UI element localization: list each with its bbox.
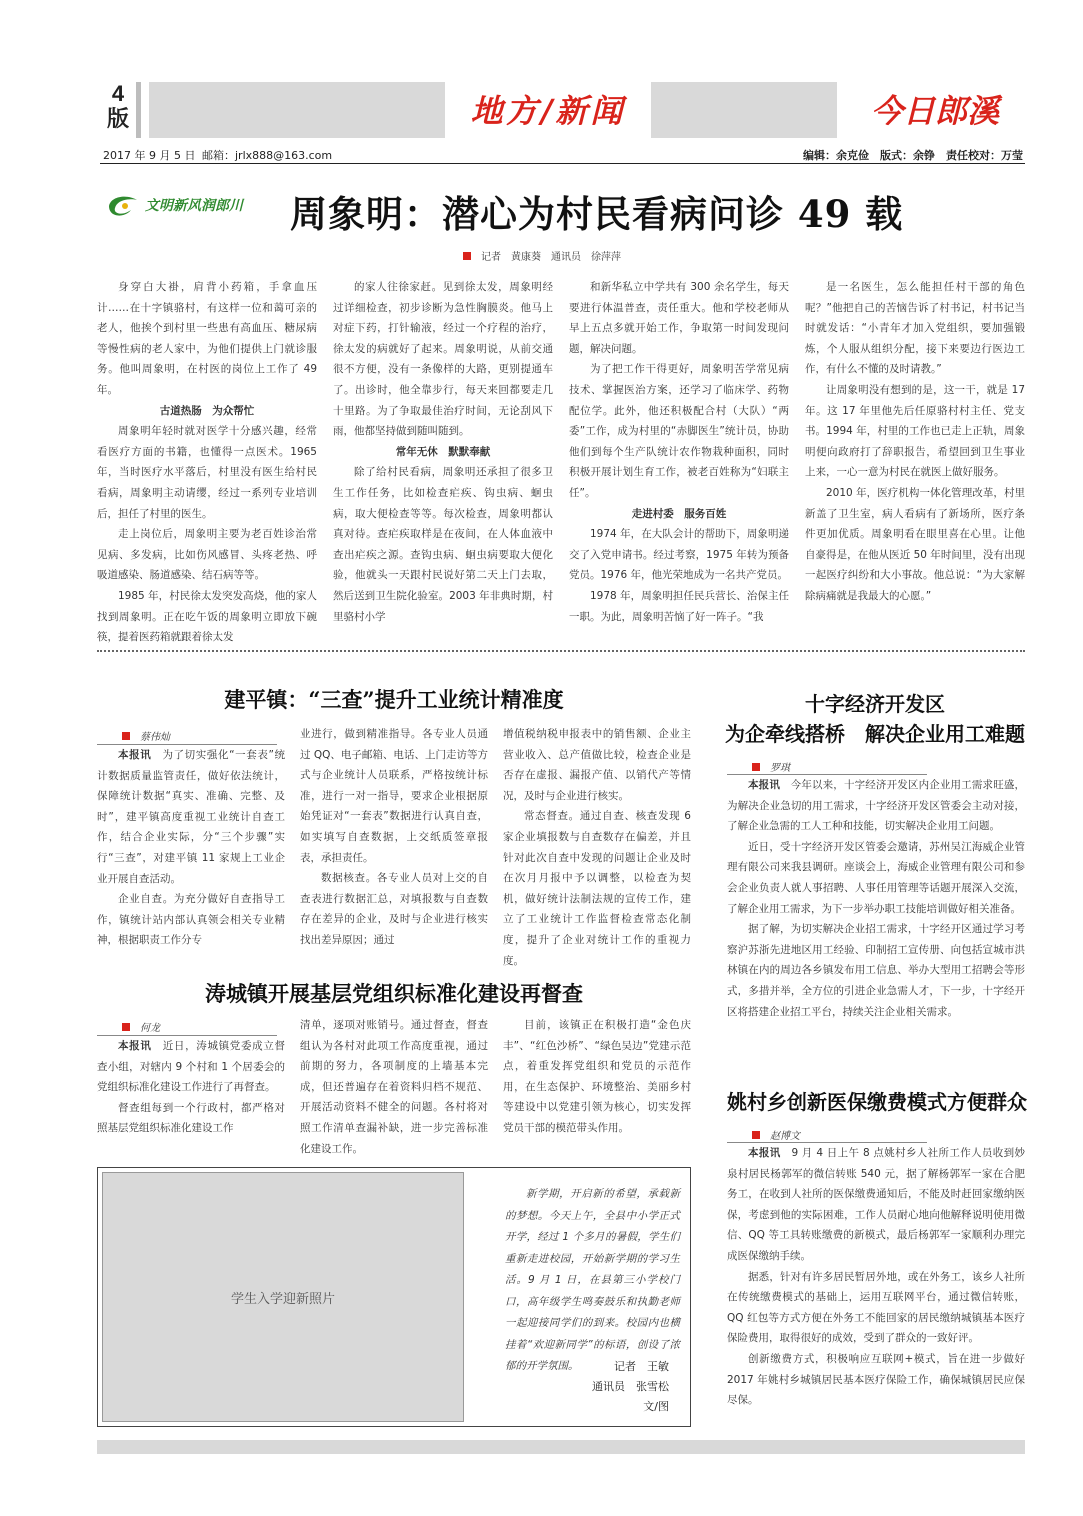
header-banner-left — [149, 82, 445, 138]
taocheng-col-3: 目前，该镇正在积极打造“金色庆丰”、“红色沙桥”、“绿色吴边”党建示范点，着重发挥党组织和党员的示范作用，在生态保护、环境整治、美丽乡村等建设中以党建引领为核心，切实发挥党员干部的模范带头作用。 — [503, 1019, 691, 1134]
taocheng-headline: 涛城镇开展基层党组织标准化建设再督查 — [205, 981, 583, 1006]
yaocun-byline: 赵博文 — [752, 1127, 800, 1142]
page-number: 4 版 — [106, 81, 129, 132]
jianping-col-3: 增值税纳税申报表中的销售额、企业主营业收入、总产值做比较，检查企业是否存在虚报、漏报产值、以销代产等情况，及时与企业进行核实。 常态督查。通过自查、核查发现 6 家企业填报数与自查数存在偏差，并且针对此次自查中发现的问题让企业及时在次月月报中予以调整，以检查为契机，做好统计法制法规的宣传工作，建立了工业统计工作监督检查常态化制度，提升了企业对统计工作的重视力度。 — [503, 728, 691, 967]
header-rule — [100, 163, 1025, 164]
civilization-wind-logo-icon — [105, 192, 141, 218]
shizi-body: 本报讯 今年以来，十字经济开发区内企业用工需求旺盛，为解决企业急切的用工需求，十字经济开发区管委会主动对接，了解企业急需的工人工种和技能，切实解决企业用工问题。 近日，受十字经济开发区管委会邀请，苏州吴江海威企业管理有限公司来我县调研。座谈会上，海威企业管理有限公司和参会企业负责人就人事招聘、人事任用管理等话题开展深入交流，了解企业用工需求，为下一步举办职工技能培训做好相关准备。 据了解，为切实解决企业招工需求，十字经开区通过学习考察沪苏浙先进地区用工经验、印制招工宣传册、向包括宣城市洪林镇在内的周边各乡镇发布用工信息、举办大型用工招聘会等形式，多措并举，全方位的引进企业急需人才，下一步，十字经开区将搭建企业招工平台，持续关注企业相关需求。 — [727, 779, 1026, 1018]
lead-col-4: 是一名医生，怎么能担任村干部的角色呢？”他把自己的苦恼告诉了村书记，村书记当时就发话：“小青年才加入党组织，要加强锻炼，个人服从组织分配，接下来要边行医边工作，有什么不懂的及时请教。” 让周象明没有想到的是，这一干，就是 17 年。这 17 年里他先后任原骆村村主任、党支书。1994 年，村里的工作也已走上正轨，周象明便向政府打了辞职报告，希望回到卫生事业上来，一心一意为村民在就医上做好服务。 2010 年，医疗机构一体化管理改革，村里新盖了卫生室，病人看病有了新场所，医疗条件更加优质。周象明看在眼里喜在心里。让他自豪得是，在他从医近 50 年时间里，没有出现一起医疗纠纷和大小事故。他总说：“为大家解除病痛就是我最大的心愿。” — [805, 281, 1025, 602]
yaocun-headline: 姚村乡创新医保缴费模式方便群众 — [727, 1090, 1027, 1114]
column-logo-text: 文明新风润郎川 — [145, 198, 243, 214]
section-divider — [97, 650, 1025, 652]
lead-byline: 记者 黄康葵 通讯员 徐萍萍 — [463, 248, 621, 263]
header-banner-right — [651, 82, 837, 138]
jianping-byline: 蔡伟灿 — [122, 728, 170, 743]
taocheng-byline: 何龙 — [122, 1019, 160, 1034]
jianping-headline: 建平镇：“三查”提升工业统计精准度 — [224, 687, 564, 712]
jianping-col-1: 本报讯 为了切实强化“一套表”统计数据质量监管责任，做好依法统计，保障统计数据“真实、准确、完整、及时”，建平镇高度重视工业统计自查工作，结合企业实际，分“三个步骤”实行“三查”，对建平镇 11 家规上工业企业开展自查活动。 企业自查。为充分做好自查指导工作，镇统计站内部认真领会相关专业精神，根据职责工作分专 — [97, 749, 285, 947]
section-title: 地方/新闻 — [470, 92, 626, 130]
issue-date: 2017 年 9 月 5 日 — [103, 149, 196, 162]
bullet-square-icon — [752, 763, 760, 771]
masthead-logo: 今日郎溪 — [870, 92, 999, 130]
bullet-square-icon — [122, 732, 130, 740]
column-logo — [105, 192, 275, 218]
bullet-square-icon — [122, 1023, 130, 1031]
photo-credit-2: 通讯员 张雪松 — [592, 1380, 669, 1393]
lead-headline: 周象明：潜心为村民看病问诊 49 载 — [290, 192, 904, 236]
header-divider — [136, 82, 141, 138]
jianping-col-2: 业进行，做到精准指导。各专业人员通过 QQ、电子邮箱、电话、上门走访等方式与企业统计人员联系，严格按统计标准，进行一对一指导，要求企业根据原始凭证对“一套表”数据进行认真自查，如实填写自查数据，上交纸质签章报表，承担责任。 数据核查。各专业人员对上交的自查表进行数据汇总，对填报数与自查数存在差异的企业，及时与企业进行核实找出差异原因；通过 — [300, 728, 488, 946]
lead-col-1: 身穿白大褂，肩背小药箱，手拿血压计……在十字镇骆村，有这样一位和蔼可亲的老人，他挨个到村里一些患有高血压、糖尿病等慢性病的老人家中，为他们提供上门就诊服务。他叫周象明，在村医的岗位上工作了 49 年。 古道热肠 为众帮忙 周象明年轻时就对医学十分感兴趣，经常看医疗方面的书籍，也懂得一点医术。1965 年，当时医疗水平落后，村里没有医生给村民看病，周象明主动请缨，经过一系列专业培训后，担任了村里的医生。 走上岗位后，周象明主要为老百姓诊治常见病、多发病，比如伤风感冒、头疼老热、呼吸道感染、肠道感染、结石病等等。 1985 年，村民徐太发突发高烧，他的家人找到周象明。正在吃午饭的周象明立即放下碗筷，提着医药箱就跟着徐太发 — [97, 281, 317, 644]
footer-band — [97, 1440, 1025, 1454]
bullet-square-icon — [463, 252, 471, 260]
shizi-byline: 罗琪 — [752, 759, 790, 774]
lead-col-2: 的家人往徐家赶。见到徐太发，周象明经过详细检查，初步诊断为急性胸膜炎。他马上对症下药，打针输液，经过一个疗程的治疗，徐太发的病就好了起来。周象明说，从前交通很不方便，没有一条像样的大路，更别提通车了。出诊时，他全靠步行，每天来回都要走几十里路。为了争取最佳治疗时间，无论刮风下雨，他都坚持做到随叫随到。 常年无休 默默奉献 除了给村民看病，周象明还承担了很多卫生工作任务，比如检查疟疾、钩虫病、蛔虫病，取大便检查等等。每次检查，周象明都认真对待。查疟疾取样是在夜间，在人体血液中查出疟疾之源。查钩虫病、蛔虫病要取大便化验，他就头一天跟村民说好第二天上门去取，然后送到卫生院化验室。2003 年非典时期，村里骆村小学 — [333, 281, 553, 623]
lead-col-3: 和新华私立中学共有 300 余名学生，每天要进行体温普查，责任重大。他和学校老师从早上五点多就开始工作，争取第一时间发现问题，解决问题。 为了把工作干得更好，周象明苦学常见病技术、掌握医治方案，还学习了临床学、药物配位学。此外，他还积极配合村（大队）“两委”工作，成为村里的“赤脚医生”统计员，协助他们到每个生产队统计农作物栽种面积，同时积极开展计划生育工作，被老百姓称为“妇联主任”。 走进村委 服务百姓 1974 年，在大队会计的帮助下，周象明递交了入党申请书。经过考察，1975 年转为预备党员。1976 年，他光荣地成为一名共产党员。 1978 年，周象明担任民兵营长、治保主任一职。为此，周象明苦恼了好一阵子。“我 — [569, 281, 789, 623]
photo-caption: 新学期，开启新的希望，承载新的梦想。今天上午，全县中小学正式开学，经过 1 个多月的暑假，学生们重新走进校园，开始新学期的学习生活。9 月 1 日，在县第三小学校门口，高年级学生鸣奏鼓乐和执勤老师一起迎接同学们的到来。校园内也横挂着“欢迎新同学”的标语，创设了浓郁的开学氛围。 — [505, 1188, 680, 1372]
photo-credit-3: 文/图 — [643, 1400, 669, 1413]
shizi-headline-line1: 十字经济开发区 — [805, 692, 945, 716]
taocheng-col-2: 清单，逐项对账销号。通过督查，督查组认为各村对此项工作高度重视，通过前期的努力，各项制度的上墙基本完成，但还普遍存在着资料归档不规范、开展活动资料不健全的问题。各村将对照工作清单查漏补缺，进一步完善标准化建设工作。 — [300, 1019, 488, 1155]
shizi-headline-line2: 为企牵线搭桥 解决企业用工难题 — [725, 722, 1025, 746]
bullet-square-icon — [752, 1131, 760, 1139]
editors-line: 编辑：余克俭 版式：余铮 责任校对：万莹 — [803, 149, 1023, 162]
school-photo: 学生入学迎新照片 — [102, 1172, 464, 1422]
photo-credit-1: 记者 王敏 — [614, 1360, 669, 1373]
yaocun-body: 本报讯 9 月 4 日上午 8 点姚村乡人社所工作人员收到妙泉村居民杨郭军的微信转账 540 元，据了解杨郭军一家在合肥务工，在收到人社所的医保缴费通知后，不能及时赶回家缴纳医保，考虑到他的实际困难，工作人员耐心地向他解释说明使用微信、QQ 等工具转账缴费的新模式，最后杨郭军一家顺利办理完成医保缴纳手续。 据悉，针对有许多居民暂居外地，或在外务工，该乡人社所在传统缴费模式的基础上，运用互联网平台，通过微信转账，QQ 红包等方式方便在外务工不能回家的居民缴纳城镇基本医疗保险费用，取得很好的成效，受到了群众的一致好评。 创新缴费方式，积极响应互联网+模式，旨在进一步做好 2017 年姚村乡城镇居民基本医疗保险工作，确保城镇居民应保尽保。 — [727, 1147, 1026, 1407]
contact-email: 邮箱：jrlx888@163.com — [202, 149, 333, 162]
taocheng-col-1: 本报讯 近日，涛城镇党委成立督查小组，对辖内 9 个村和 1 个居委会的党组织标准化建设工作进行了再督查。 督查组每到一个行政村，都严格对照基层党组织标准化建设工作 — [97, 1040, 286, 1135]
